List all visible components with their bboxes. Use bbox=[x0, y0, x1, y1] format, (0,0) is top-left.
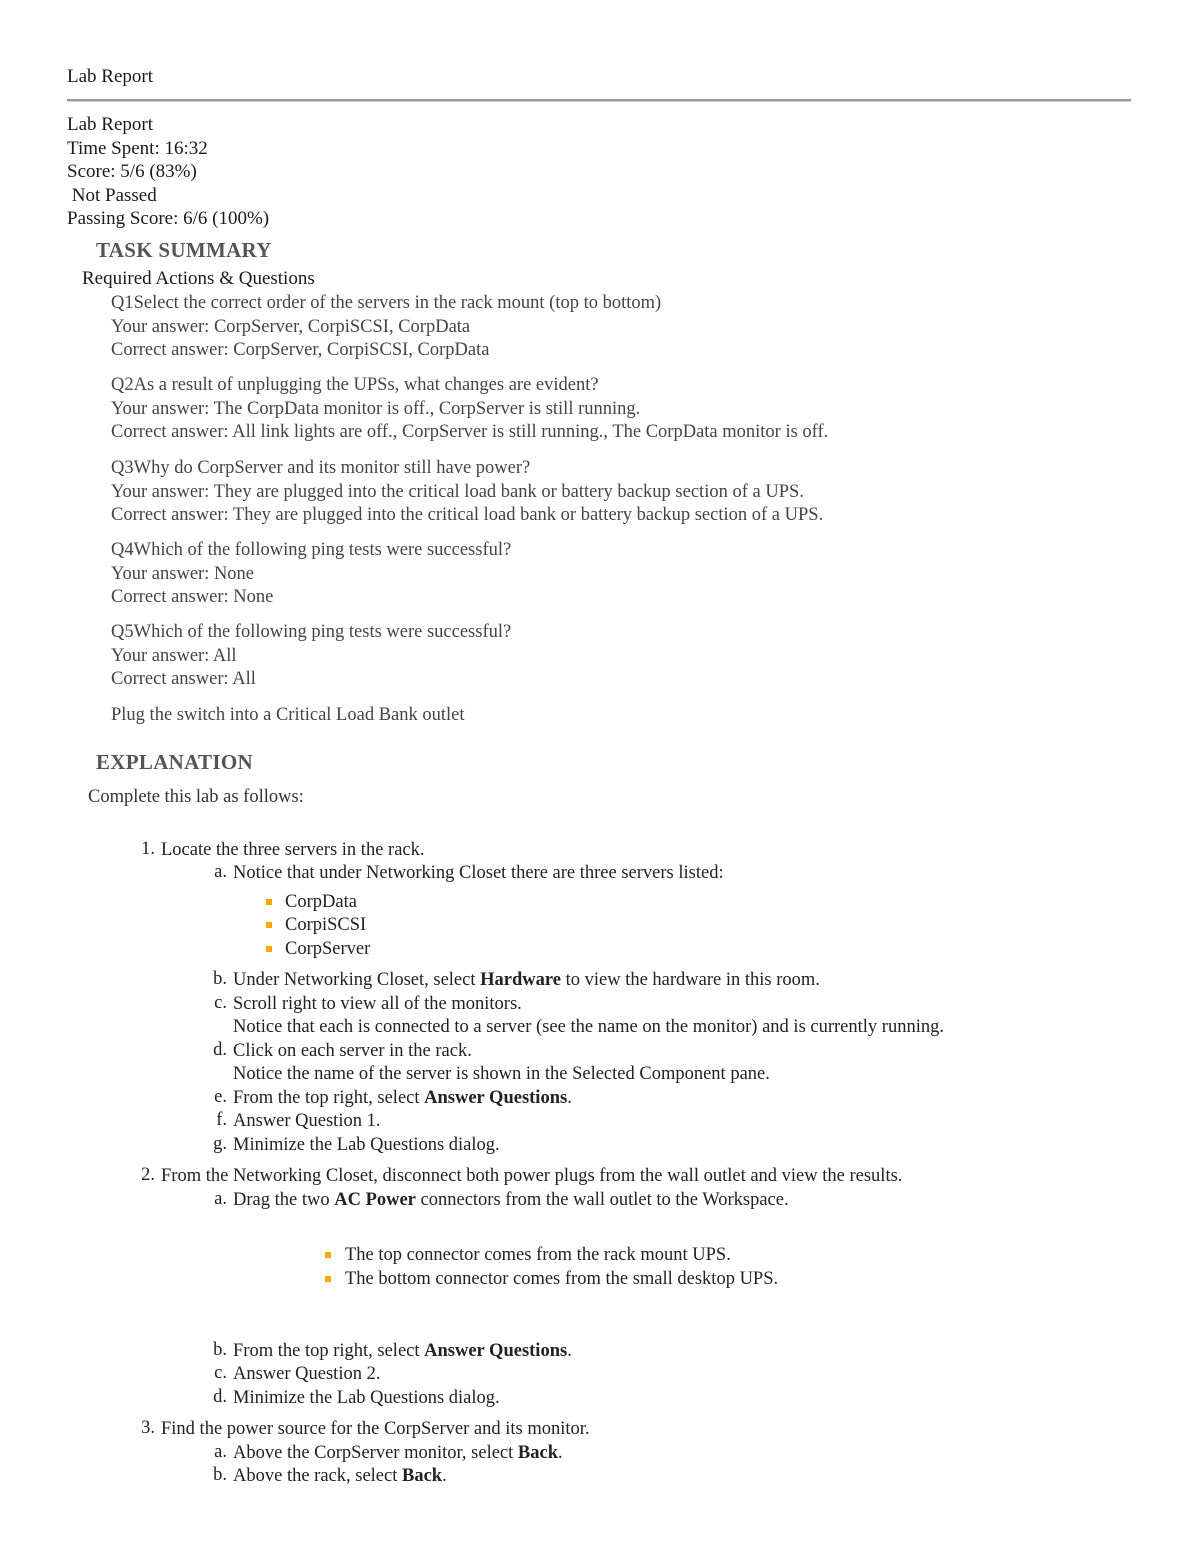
substep-letter: b. bbox=[213, 1465, 227, 1485]
substep-letter: a. bbox=[214, 1442, 227, 1462]
substep-letter: d. bbox=[213, 1040, 227, 1060]
correct-answer: Correct answer: They are plugged into the critical load bank or battery backup section of a UPS. bbox=[111, 505, 824, 526]
explanation-intro: Complete this lab as follows: bbox=[88, 787, 304, 807]
server-list-item: CorpData bbox=[285, 892, 357, 912]
pass-status: Not Passed bbox=[67, 184, 157, 206]
step-2-text: From the Networking Closet, disconnect both power plugs from the wall outlet and view the results. bbox=[161, 1166, 903, 1186]
required-actions-title: Required Actions & Questions bbox=[82, 268, 315, 289]
substep-letter: f. bbox=[216, 1110, 227, 1130]
server-list-item: CorpiSCSI bbox=[285, 915, 367, 935]
step-1f-text: Answer Question 1. bbox=[233, 1111, 381, 1131]
step-number: 1. bbox=[141, 839, 155, 859]
answer-questions-emphasis: Answer Questions bbox=[424, 1088, 568, 1108]
correct-answer: Correct answer: None bbox=[111, 587, 274, 608]
ac-power-emphasis: AC Power bbox=[334, 1190, 416, 1210]
step-1d-note: Notice the name of the server is shown in the Selected Component pane. bbox=[233, 1064, 770, 1084]
back-emphasis: Back bbox=[402, 1466, 443, 1486]
step-2b-text: From the top right, select Answer Questions. bbox=[233, 1341, 572, 1361]
step-1g-text: Minimize the Lab Questions dialog. bbox=[233, 1135, 500, 1155]
server-list-item: CorpServer bbox=[285, 939, 371, 959]
step-2a-text: Drag the two AC Power connectors from the wall outlet to the Workspace. bbox=[233, 1190, 789, 1210]
question-2 bbox=[111, 374, 828, 445]
connector-note: The bottom connector comes from the small desktop UPS. bbox=[345, 1269, 779, 1289]
step-1b-text: Under Networking Closet, select Hardware to view the hardware in this room. bbox=[233, 970, 820, 990]
back-emphasis: Back bbox=[517, 1443, 559, 1463]
score: Score: 5/6 (83%) bbox=[67, 161, 197, 183]
explanation-heading: EXPLANATION bbox=[96, 750, 253, 774]
step-2d-text: Minimize the Lab Questions dialog. bbox=[233, 1388, 500, 1408]
step-2c-text: Answer Question 2. bbox=[233, 1364, 381, 1384]
substep-letter: c. bbox=[214, 1363, 227, 1383]
hardware-emphasis: Hardware bbox=[480, 970, 561, 990]
summary-title: Lab Report bbox=[67, 114, 154, 135]
your-answer: Your answer: CorpServer, CorpiSCSI, CorpData bbox=[111, 316, 471, 337]
bullet-marker bbox=[266, 899, 272, 905]
question-text: Q5Which of the following ping tests were successful? bbox=[111, 622, 512, 642]
substep-letter: b. bbox=[213, 1340, 227, 1360]
connector-note: The top connector comes from the rack mount UPS. bbox=[345, 1245, 731, 1265]
question-3 bbox=[111, 457, 823, 528]
your-answer: Your answer: None bbox=[111, 563, 255, 584]
step-number: 2. bbox=[141, 1165, 155, 1185]
step-1a-text: Notice that under Networking Closet there are three servers listed: bbox=[233, 863, 724, 883]
score-summary bbox=[67, 113, 269, 231]
question-text: Q4Which of the following ping tests were successful? bbox=[111, 540, 512, 560]
substep-letter: c. bbox=[214, 993, 227, 1013]
passing-score: Passing Score: 6/6 (100%) bbox=[67, 208, 270, 230]
your-answer: Your answer: All bbox=[111, 645, 237, 666]
step-1d-text: Click on each server in the rack. bbox=[233, 1041, 472, 1061]
your-answer: Your answer: The CorpData monitor is off., CorpServer is still running. bbox=[111, 398, 641, 419]
step-1c-note: Notice that each is connected to a server (see the name on the monitor) and is currently running. bbox=[233, 1017, 944, 1037]
bullet-marker bbox=[266, 922, 272, 928]
substep-letter: d. bbox=[213, 1387, 227, 1407]
action-note: Plug the switch into a Critical Load Bank outlet bbox=[111, 705, 465, 725]
step-3-text: Find the power source for the CorpServer and its monitor. bbox=[161, 1419, 590, 1439]
correct-answer: Correct answer: CorpServer, CorpiSCSI, CorpData bbox=[111, 340, 490, 361]
bullet-marker bbox=[325, 1252, 331, 1258]
question-text: Q3Why do CorpServer and its monitor still have power? bbox=[111, 458, 531, 478]
substep-letter: b. bbox=[213, 969, 227, 989]
task-summary-heading: TASK SUMMARY bbox=[96, 238, 272, 262]
correct-answer: Correct answer: All link lights are off., CorpServer is still running., The CorpData monitor is off. bbox=[111, 422, 829, 443]
step-number: 3. bbox=[141, 1418, 155, 1438]
substep-letter: g. bbox=[213, 1134, 227, 1154]
step-3a-text: Above the CorpServer monitor, select Back. bbox=[233, 1443, 563, 1463]
time-spent: Time Spent: 16:32 bbox=[67, 137, 208, 159]
correct-answer: Correct answer: All bbox=[111, 669, 256, 690]
substep-letter: a. bbox=[214, 862, 227, 882]
step-1e-text: From the top right, select Answer Questions. bbox=[233, 1088, 572, 1108]
question-1 bbox=[111, 292, 661, 363]
header-divider bbox=[67, 99, 1131, 102]
answer-questions-emphasis: Answer Questions bbox=[424, 1341, 568, 1361]
question-4 bbox=[111, 539, 511, 610]
bullet-marker bbox=[325, 1276, 331, 1282]
your-answer: Your answer: They are plugged into the critical load bank or battery backup section of a UPS. bbox=[111, 481, 804, 502]
document-title: Lab Report bbox=[67, 66, 154, 87]
bullet-marker bbox=[266, 946, 272, 952]
question-text: Q2As a result of unplugging the UPSs, what changes are evident? bbox=[111, 375, 599, 395]
step-1c-text: Scroll right to view all of the monitors. bbox=[233, 994, 522, 1014]
step-1-text: Locate the three servers in the rack. bbox=[161, 840, 425, 860]
question-text: Q1Select the correct order of the servers in the rack mount (top to bottom) bbox=[111, 293, 662, 313]
substep-letter: a. bbox=[214, 1189, 227, 1209]
question-5 bbox=[111, 621, 511, 692]
step-3b-text: Above the rack, select Back. bbox=[233, 1466, 447, 1486]
substep-letter: e. bbox=[214, 1087, 227, 1107]
